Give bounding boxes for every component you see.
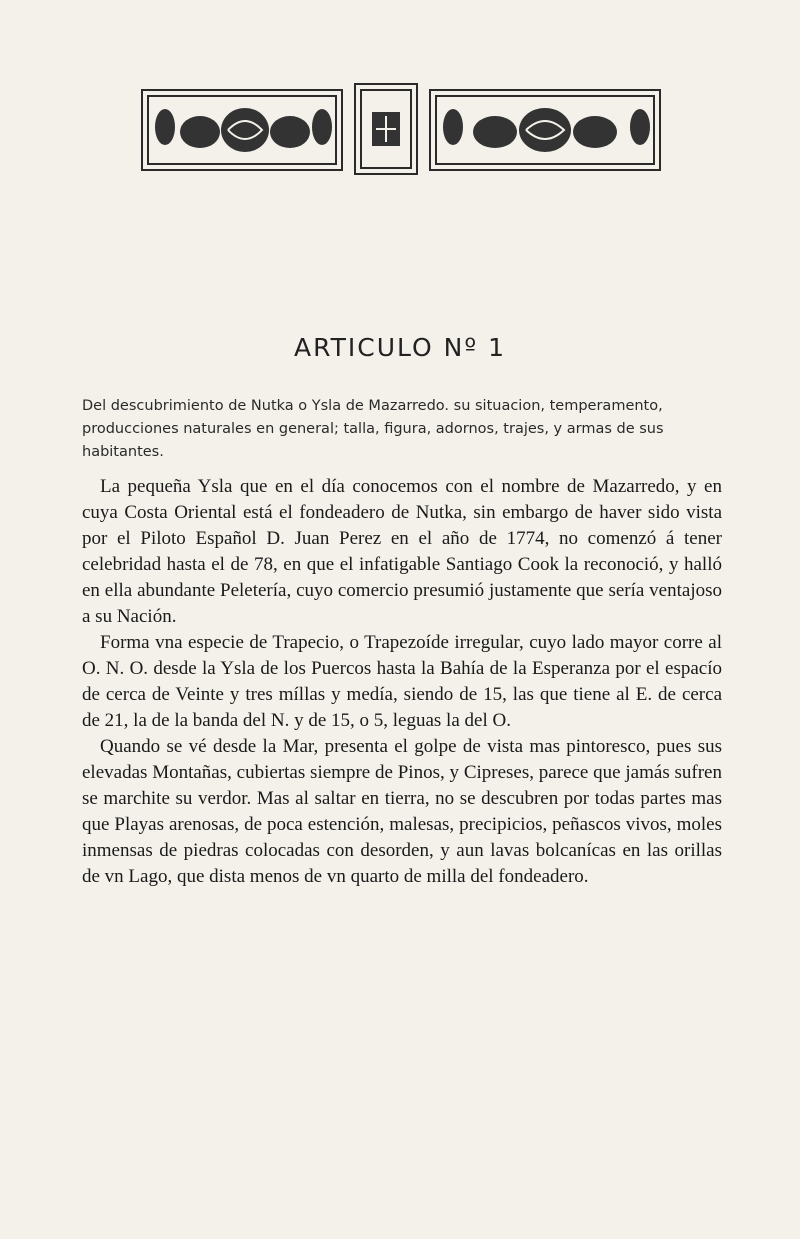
paragraph: Forma vna especie de Trapecio, o Trapezoíde irregular, cuyo lado mayor corre al O. N. O. desde la Ysla de los Puercos hasta la Bahía de la Esperanza por el espacío de cerca de Veinte y tres míllas y medía, siendo de 15, las que tiene al E. de cerca de 21, la de la banda del N. y de 15, o 5, leguas la del O.	[82, 632, 722, 731]
paragraph: Quando se vé desde la Mar, presenta el golpe de vista mas pintoresco, pues sus elevadas Montañas, cubiertas siempre de Pinos, y Cipreses, parece que jamás sufren se marchite su verdor. Mas al saltar en tierra, no se descubren por todas partes mas que Playas arenosas, de poca estención, malesas, precipicios, peñascos vivos, moles inmensas de piedras colocadas con desorden, y aun lavas bolcanícas en las orillas de vn Lago, que dista menos de vn quarto de milla del fondeadero.	[82, 736, 722, 887]
article-summary: Del descubrimiento de Nutka o Ysla de Mazarredo. su situacion, temperamento, producciones naturales en general; talla, figura, adornos, trajes, y armas de sus habitantes.	[82, 398, 664, 460]
paragraph: La pequeña Ysla que en el día conocemos con el nombre de Mazarredo, y en cuya Costa Oriental está el fondeadero de Nutka, sin embargo de haver sido vista por el Piloto Español D. Juan Perez en el año de 1774, no comenzó á tener celebridad hasta el de 78, en que el infatigable Santiago Cook la reconoció, y halló en ella abundante Peletería, cuyo comercio presumió justamente que sería ventajoso a su Nación.	[82, 476, 722, 627]
article-title: ARTICULO Nº 1	[293, 333, 507, 362]
decorative-header-ornament	[140, 82, 665, 177]
article-body	[82, 474, 722, 890]
